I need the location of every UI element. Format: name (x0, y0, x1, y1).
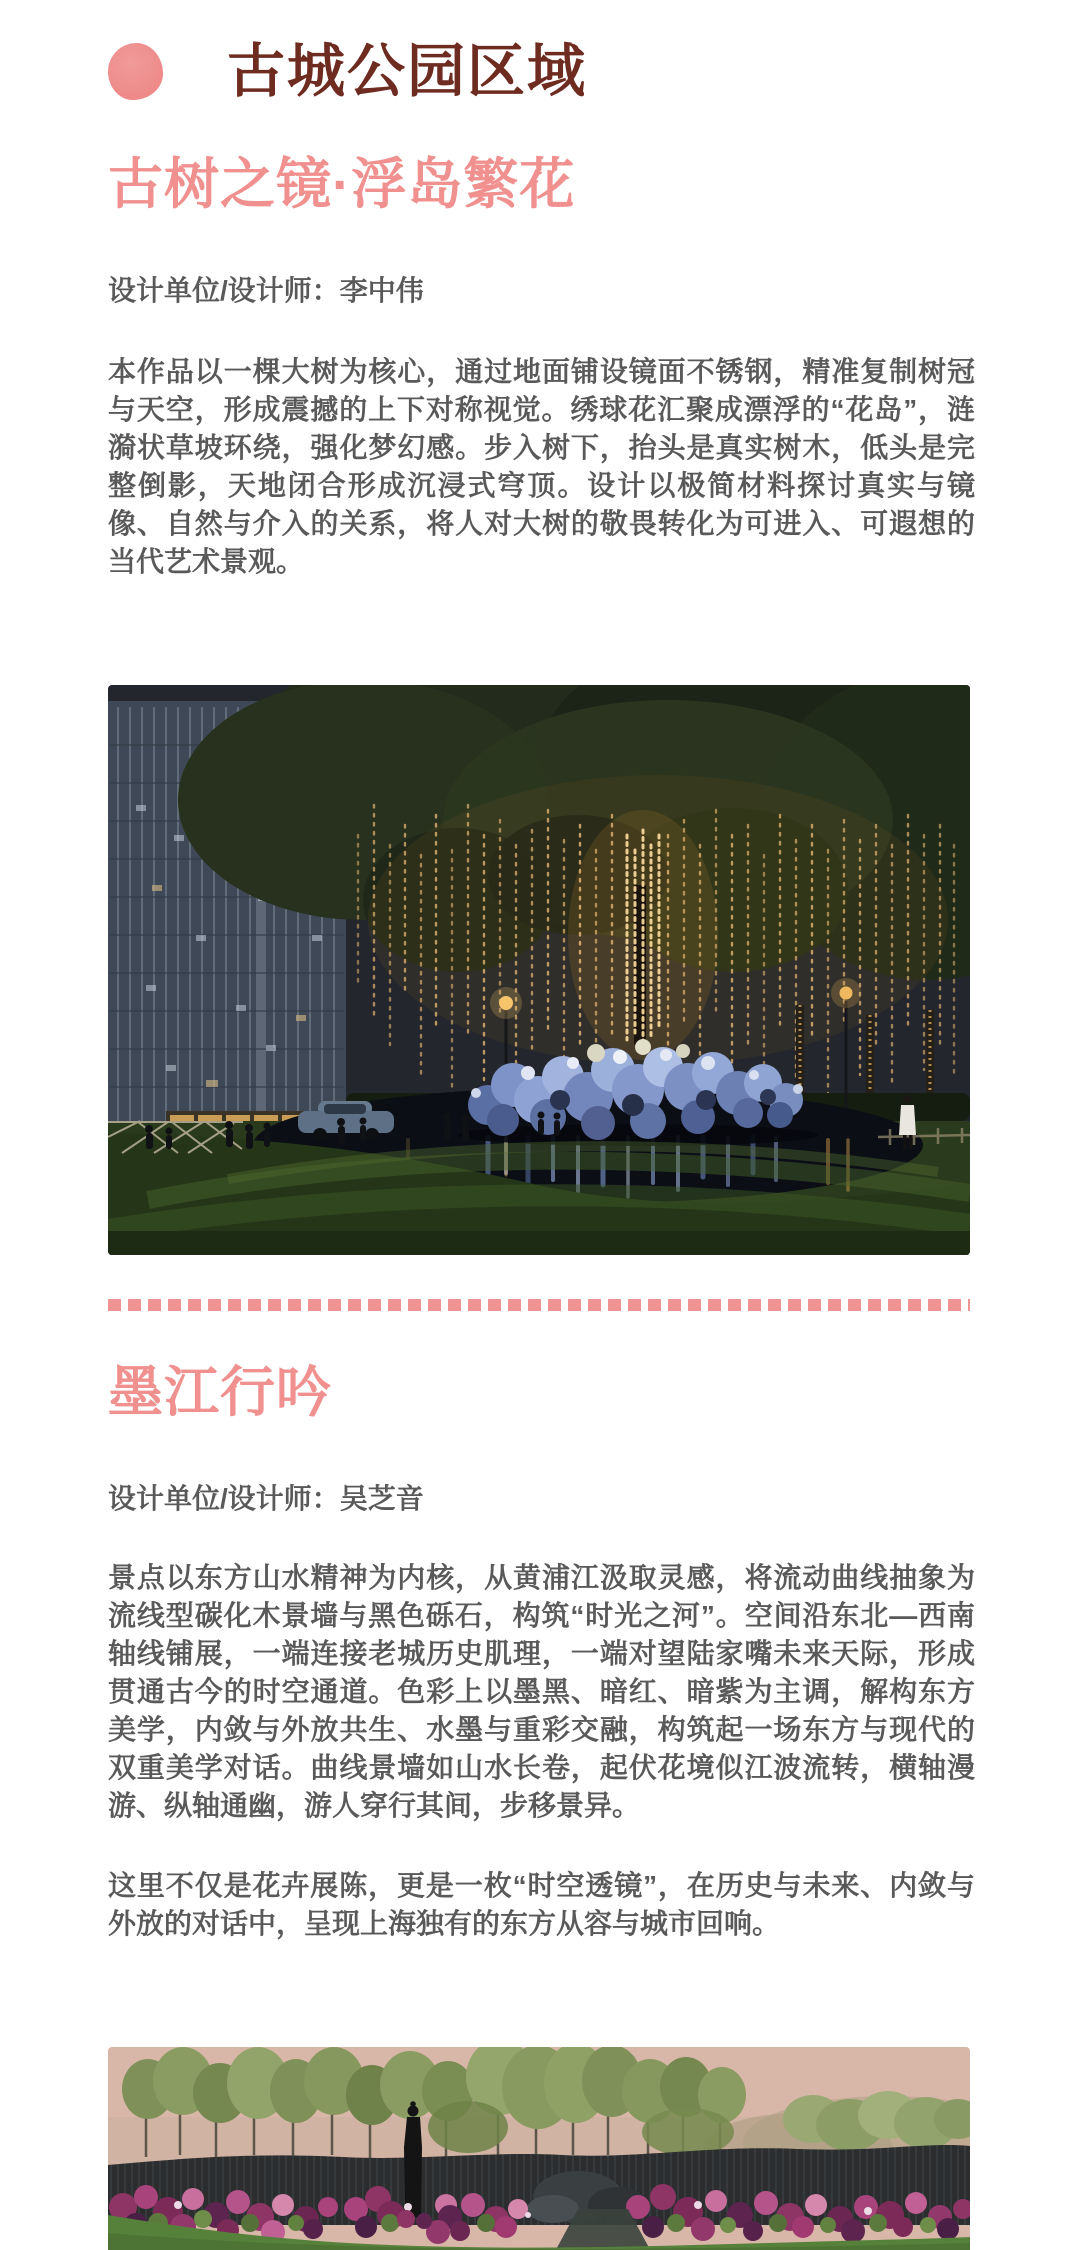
project-title: 古树之镜·浮岛繁花 (108, 153, 576, 215)
project-description: 景点以东方山水精神为内核，从黄浦江汲取灵感，将流动曲线抽象为流线型碳化木景墙与黑色砾石，构筑“时光之河”。空间沿东北—西南轴线铺展，一端连接老城历史肌理，一端对望陆家嘴未来天际，形成贯通古今的时空通道。色彩上以墨黑、暗红、暗紫为主调，解构东方美学，内敛与外放共生、水墨与重彩交融，构筑起一场东方与现代的双重美学对话。曲线景墙如山水长卷，起伏花境似江波流转，横轴漫游、纵轴通幽，游人穿行其间，步移景异。 (108, 1562, 975, 1821)
page-title: 古城公园区域 (227, 39, 588, 104)
project-section-gushu (108, 151, 975, 1255)
project-description-2: 这里不仅是花卉展陈，更是一枚“时空透镜”，在历史与未来、内敛与外放的对话中，呈现上海独有的东方从容与城市回响。 (108, 1870, 975, 1939)
project-description: 本作品以一棵大树为核心，通过地面铺设镜面不锈钢，精准复制树冠与天空，形成震撼的上下对称视觉。绣球花汇聚成漂浮的“花岛”，涟漪状草坡环绕，强化梦幻感。步入树下，抬头是真实树木，低头是完整倒影，天地闭合形成沉浸式穹顶。设计以极简材料探讨真实与镜像、自然与介入的关系，将人对大树的敬畏转化为可进入、可遐想的当代艺术景观。 (108, 356, 975, 577)
dashed-divider (108, 1299, 970, 1311)
project-section-mojiang (108, 1359, 975, 2250)
pink-dot-icon (108, 43, 163, 100)
project-render-mojiang[interactable] (108, 2047, 970, 2250)
project-photo-night-park[interactable] (108, 685, 970, 1255)
designer-line: 设计单位/设计师：李中伟 (108, 275, 424, 306)
page-header (108, 38, 975, 105)
project-title: 墨江行吟 (108, 1361, 333, 1423)
designer-line: 设计单位/设计师：吴芝音 (108, 1483, 424, 1514)
